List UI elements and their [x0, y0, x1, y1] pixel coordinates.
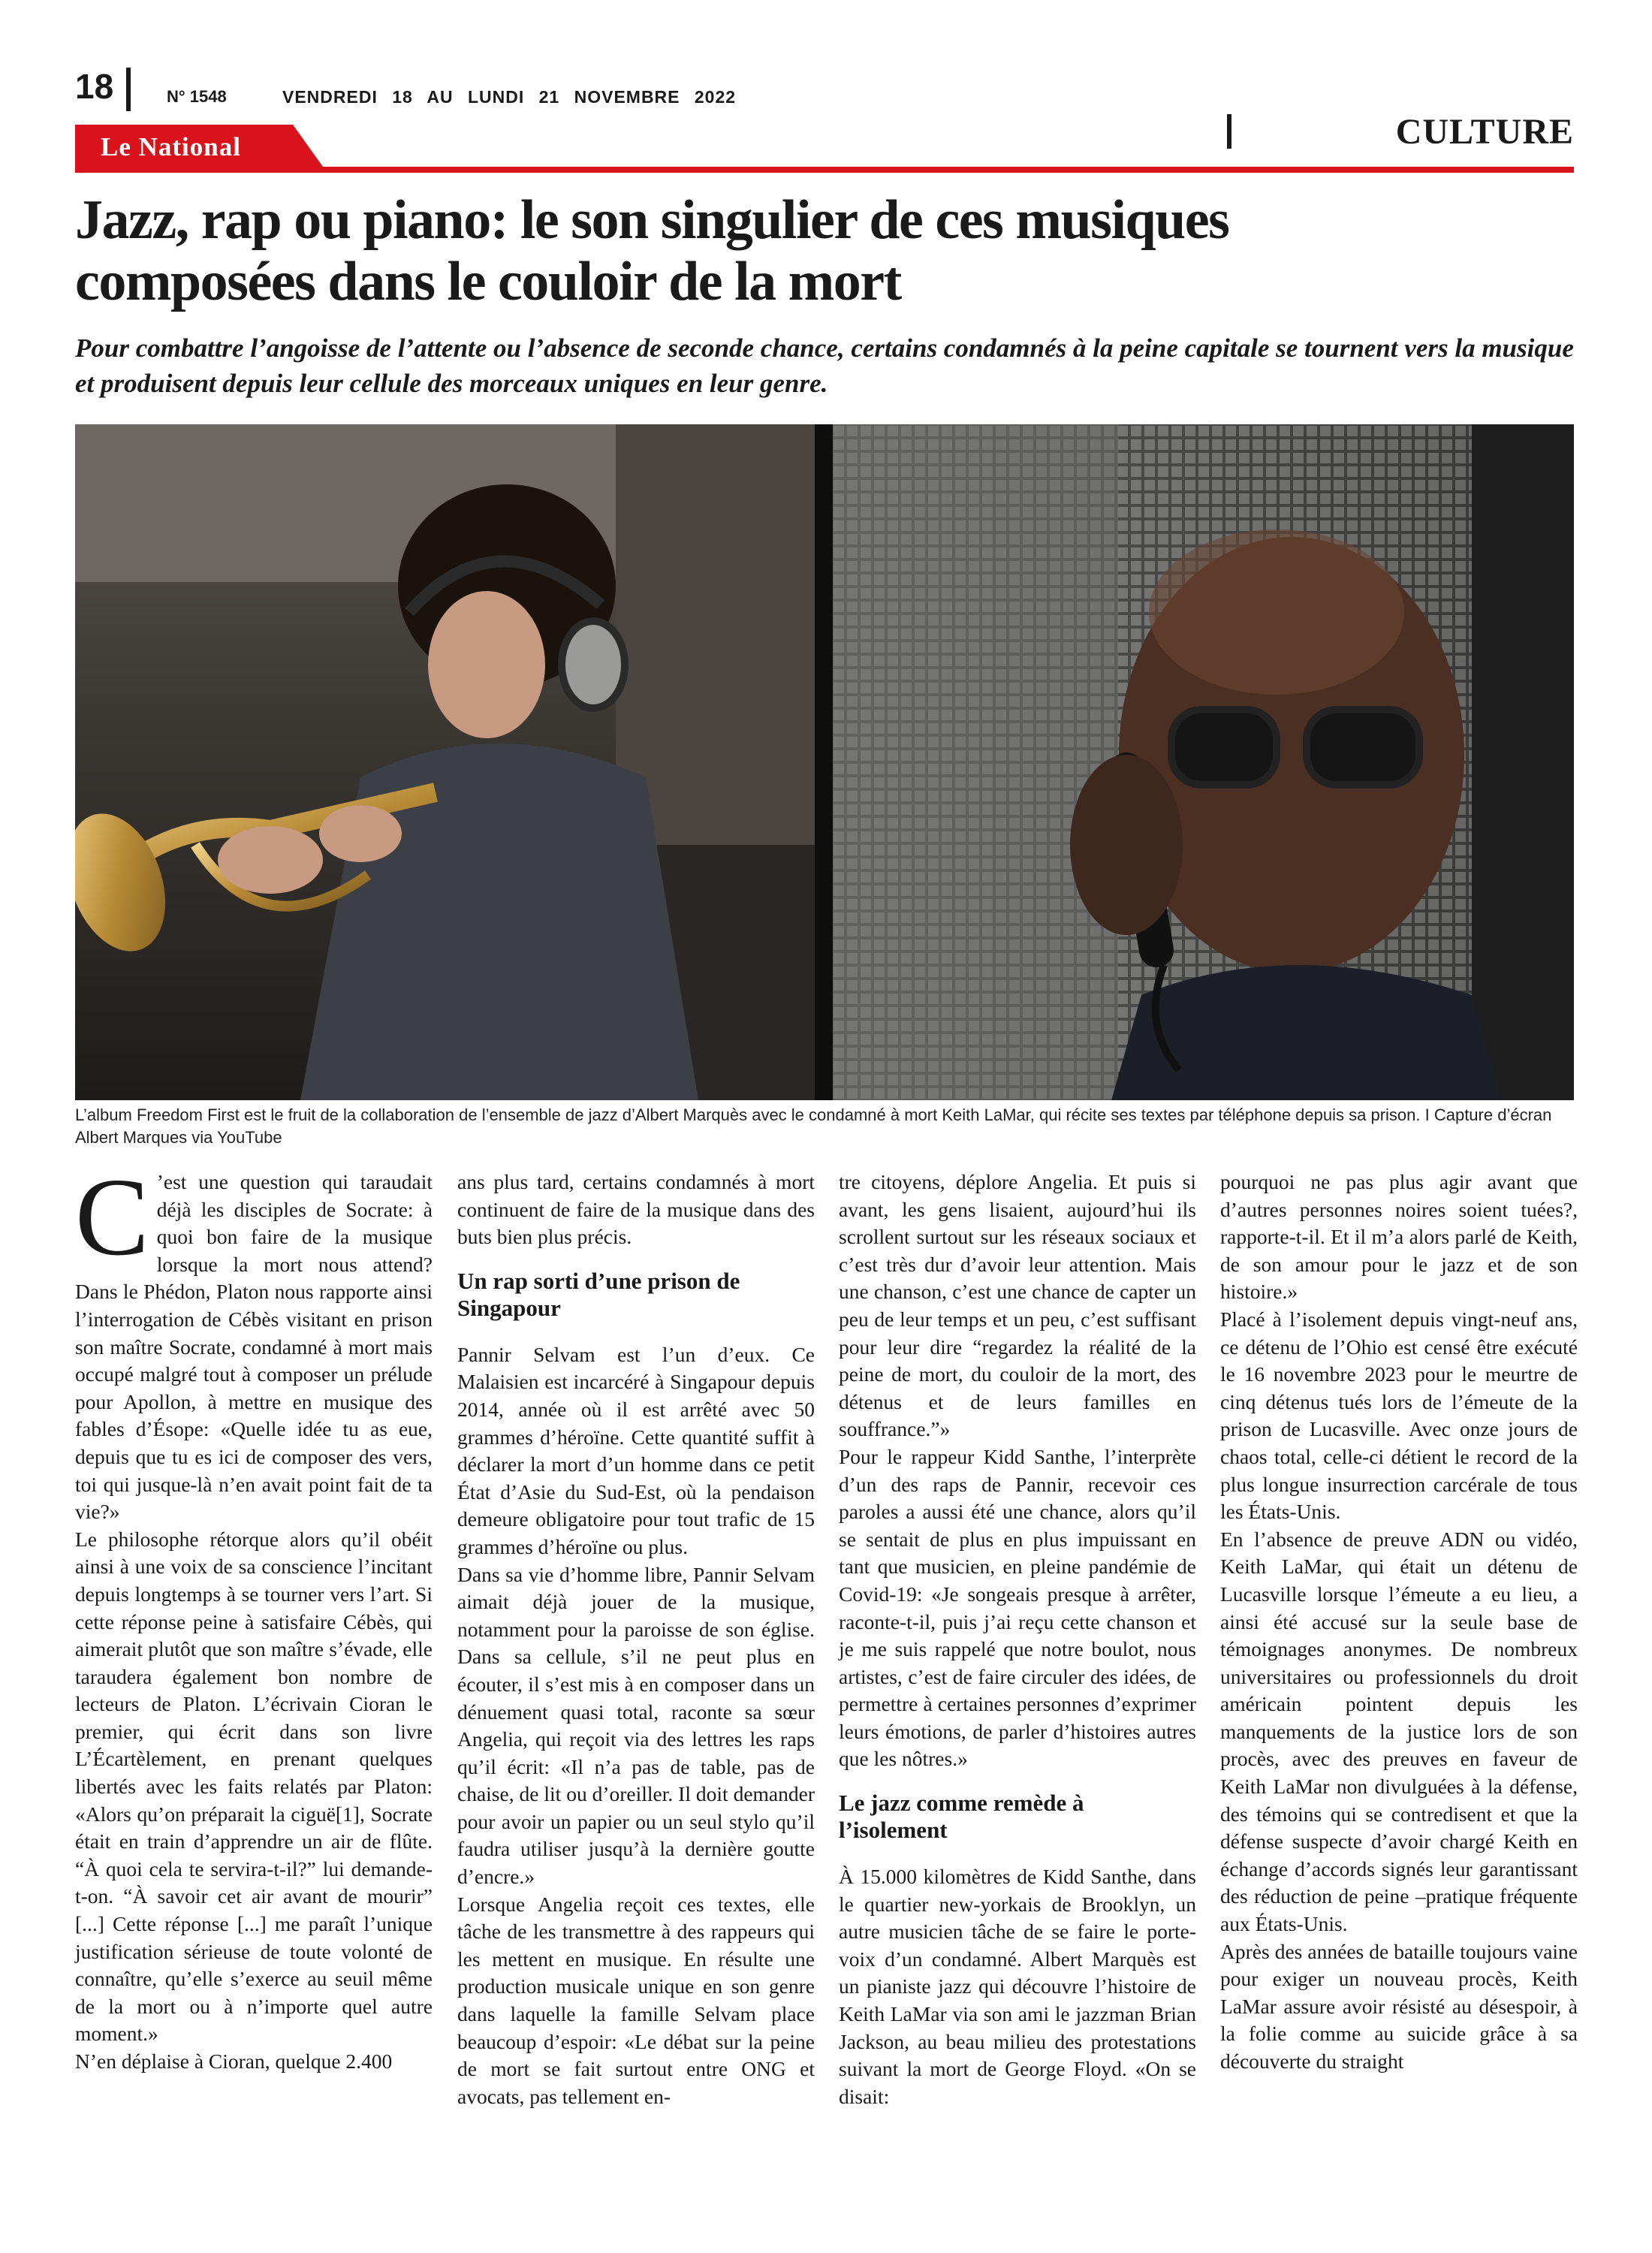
section-rubric: CULTURE: [1395, 112, 1574, 152]
page-number-divider: [126, 68, 131, 111]
photo-illustration: [75, 424, 1574, 1100]
article-paragraph: ans plus tard, certains condamnés à mort continuent de faire de la musique dans des buts bien plus précis.: [457, 1170, 815, 1249]
article-paragraph: Pannir Selvam est l’un d’eux. Ce Malaisien est incarcéré à Singapour depuis 2014, année où il est arrêté avec 50 grammes d’héroïne. Cette quantité suffit à déclarer la mort d’un homme dans ce petit État d’Asie du Sud-Est, où la pendaison demeure obligatoire pour tout trafic de 15 grammes d’héroïne ou plus.: [457, 1342, 815, 1558]
article-photo: [75, 424, 1574, 1100]
headline-line-2: composées dans le couloir de la mort: [75, 251, 901, 312]
photo-right-panel: [833, 424, 1574, 1100]
article-paragraph: pourquoi ne pas plus agir avant que d’autres personnes noires soient tuées?, rapporte-t-il. Et il m’a alors parlé de Keith, de son amour pour le jazz et de son histoire.»: [1220, 1170, 1578, 1304]
article-column-4: [1220, 1169, 1578, 2076]
issue-date: VENDREDI 18 AU LUNDI 21 NOVEMBRE 2022: [282, 87, 737, 107]
rubric-divider: [1227, 114, 1231, 149]
article-column-2: [457, 1169, 815, 2110]
article-paragraph: Après des années de bataille toujours vaine pour exiger un nouveau procès, Keith LaMar assure avoir résisté au désespoir, à la folie comme au suicide grâce à sa découverte du straight: [1220, 1939, 1578, 2073]
article-headline: [75, 189, 1502, 312]
article-paragraph: Pour le rappeur Kidd Santhe, l’interprète d’un des raps de Pannir, recevoir ces paroles a aussi été une chance, alors qu’il se sentait de plus en plus impuissant en tant que musicien, en pleine pandémie de Covid-19: «Je songeais presque à arrêter, raconte-t-il, puis j’ai reçu cette chanson et je me suis rappelé que notre boulot, nous artistes, c’est de faire circuler des idées, de permettre à certaines personnes d’exprimer leurs émotions, de parler d’histoires autres que les nôtres.»: [839, 1444, 1196, 1771]
article-paragraph: Le philosophe rétorque alors qu’il obéit ainsi à une voix de sa conscience l’incitant depuis longtemps à se tourner vers l’art. Si cette réponse peine à satisfaire Cébès, qui aimerait plutôt que son maître s’évade, elle taraudera également bon nombre de lecteurs de Platon. L’écrivain Cioran le premier, qui écrit dans son livre L’Écartèlement, en prenant quelques libertés avec les faits relatés par Platon: «Alors qu’on préparait la ciguë[1], Socrate était en train d’apprendre un air de flûte. “À quoi cela te servira-t-il?” lui demande-t-on. “À savoir cet air avant de mourir” [...] Cette réponse [...] me paraît l’unique justification sérieuse de toute volonté de connaître, qu’elle s’exerce au seuil même de la mort ou à n’importe quel autre moment.»: [75, 1527, 433, 2046]
brand-tab: [75, 125, 323, 167]
article-paragraph: En l’absence de preuve ADN ou vidéo, Keith LaMar, qui était un détenu de Lucasville lorsque l’émeute a eu lieu, a ainsi été accusé sur la seule base de témoignages anonymes. De nombreux universitaires ou professionnels du droit américain pointent depuis les manquements de la justice lors de son procès, avec des preuves en faveur de Keith LaMar non divulguées à la défense, des témoins qui se contredisent et que la défense suspecte d’avoir chargé Keith en échange d’accords signés leur garantissant des réduction de peine –pratique fréquente aux États-Unis.: [1220, 1527, 1578, 1936]
issue-number: N° 1548: [167, 87, 227, 106]
article-paragraph: [75, 1156, 433, 1526]
article-paragraph: tre citoyens, déplore Angelia. Et puis si avant, les gens lisaient, aujourd’hui ils scrollent surtout sur les réseaux sociaux et c’est très dur d’avoir leur attention. Mais une chanson, c’est une chance de capter un peu de leur temps et un peu, c’est suffisant pour leur dire “regardez la réalité de la peine de mort, du couloir de la mort, des détenus et de leurs familles en souffrance.”»: [839, 1170, 1196, 1441]
article-paragraph: Dans sa vie d’homme libre, Pannir Selvam aimait déjà jouer de la musique, notamment pour la paroisse de son église. Dans sa cellule, s’il ne peut plus en écouter, il s’est mis à en composer dans un dénuement quasi total, raconte sa sœur Angelia, qui reçoit via des lettres les raps qu’il écrit: «Il n’a pas de table, pas de chaise, de lit ou d’oreiller. Il doit demander pour avoir un papier ou un seul stylo qu’il faudra utiliser jusqu’à la dernière goutte d’encre.»: [457, 1562, 815, 1889]
photo-split-divider: [815, 424, 833, 1100]
brand-name: Le National: [101, 132, 241, 161]
paragraph-text: ’est une question qui taraudait déjà les disciples de Socrate: à quoi bon faire de la musique lorsque la mort nous attend? Dans le Phédon, Platon nous rapporte ainsi l’interrogation de Cébès visitant en prison son maître Socrate, condamné à mort mais occupé malgré tout à composer un prélude pour Apollon, à mettre en musique des fables d’Ésope: «Quelle idée tu as eue, depuis que tu es ici de composer des vers, toi qui jusque-là n’en avait point fait de ta vie?»: [75, 1170, 433, 1524]
headline-line-1: Jazz, rap ou piano: le son singulier de ces musiques: [75, 189, 1229, 251]
article-paragraph: Lorsque Angelia reçoit ces textes, elle tâche de les transmettre à des rappeurs qui les mettent en musique. En résulte une production musicale unique en son genre dans laquelle la famille Selvam place beaucoup d’espoir: «Le débat sur la peine de mort se fait surtout entre ONG et avocats, pas tellement en-: [457, 1892, 815, 2108]
photo-caption: L’album Freedom First est le fruit de la collaboration de l’ensemble de jazz d’Albert Marquès avec le condamné à mort Keith LaMar, qui récite ses textes par téléphone depuis sa prison. I Capture d’écran Albert Marques via YouTube: [75, 1105, 1552, 1147]
photo-left-panel: [75, 424, 815, 1100]
page-number: 18: [75, 67, 114, 106]
subheading-jazz: Le jazz comme remède à l’isolement: [839, 1790, 1084, 1844]
subheading-singapore: Un rap sorti d’une prison de Singapour: [457, 1267, 740, 1321]
article-column-3: [839, 1169, 1196, 2110]
article-paragraph: N’en déplaise à Cioran, quelque 2.400: [75, 2049, 393, 2073]
article-paragraph: Placé à l’isolement depuis vingt-neuf ans, ce détenu de l’Ohio est censé être exécuté le 16 novembre 2023 pour le meurtre de cinq détenus tués lors de l’émeute de la prison de Lucasville. Avec onze jours de chaos total, celle-ci détient le record de la plus longue insurrection carcérale de tous les États-Unis.: [1220, 1307, 1578, 1524]
drop-cap: C: [75, 1156, 149, 1279]
article-column-1: [75, 1156, 433, 2076]
header-rule: [75, 167, 1574, 173]
article-standfirst: Pour combattre l’angoisse de l’attente ou l’absence de seconde chance, certains condamnés à la peine capitale se tournent vers la musique et produisent depuis leur cellule des morceaux uniques en leur genre.: [75, 333, 1574, 398]
article-paragraph: À 15.000 kilomètres de Kidd Santhe, dans le quartier new-yorkais de Brooklyn, un autre musicien tâche de se faire le porte-voix d’un condamné. Albert Marquès est un pianiste jazz qui découvre l’histoire de Keith LaMar via son ami le jazzman Brian Jackson, au beau milieu des protestations suivant la mort de George Floyd. «On se disait:: [839, 1865, 1196, 2108]
